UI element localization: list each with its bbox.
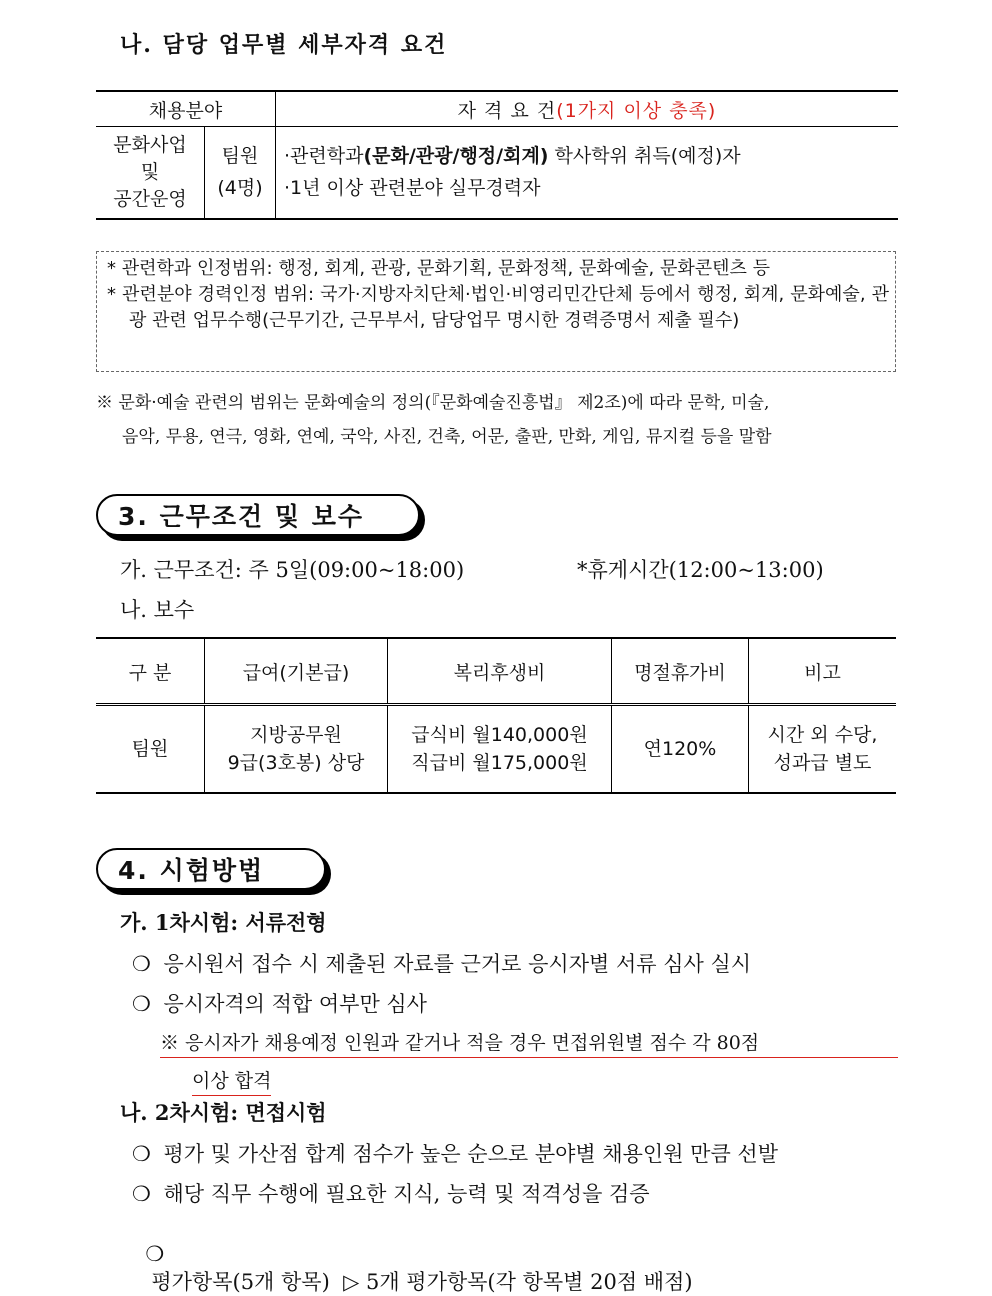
- qual-field-line2: 및: [140, 160, 160, 183]
- qual-field-line1: 문화사업: [113, 133, 187, 156]
- second-exam-bullet1-text: 평가 및 가산점 합계 점수가 높은 순으로 분야별 채용인원 만큼 선발: [163, 1142, 778, 1166]
- pay-salary-line2: 9급(3호봉) 상당: [227, 752, 365, 774]
- pay-note: [749, 705, 897, 794]
- qual-header-req-text: 자 격 요 건: [457, 99, 557, 122]
- second-exam-bullet2: [132, 1178, 650, 1208]
- note-experience-scope: * 관련분야 경력인정 범위: 국가·지방자치단체·법인·비영리민간단체 등에서 행정, 회계, 문화예술, 관광 관련 업무수행(근무기간, 근무부서, 담당업무 명시한 경력증명서 제출 필수): [107, 284, 889, 331]
- qual-req-degree-suffix: 학사학위 취득(예정)자: [548, 145, 741, 168]
- first-exam-bullet1-text: 응시원서 접수 시 제출된 자료를 근거로 응시자별 서류 심사 실시: [163, 952, 752, 976]
- circle-bullet-icon: ❍: [132, 952, 151, 976]
- pay-note-line2: 성과급 별도: [773, 752, 872, 774]
- pay-table: [96, 637, 896, 794]
- second-exam-title: 나. 2차시험: 면접시험: [120, 1100, 327, 1125]
- first-exam-note: [160, 1028, 898, 1096]
- circle-bullet-icon: ❍: [132, 1182, 151, 1206]
- pay-header-welfare: 복리후생비: [388, 638, 612, 705]
- first-exam-note-line2: 이상 합격: [192, 1066, 271, 1096]
- circle-bullet-icon: ❍: [145, 1242, 165, 1266]
- qual-header-field: 채용분야: [96, 91, 276, 127]
- first-exam-title: 가. 1차시험: 서류전형: [120, 910, 327, 935]
- section-title-qualifications: 나. 담당 업무별 세부자격 요건: [120, 32, 448, 58]
- pay-header-holiday: 명절휴가비: [612, 638, 749, 705]
- circle-bullet-icon: ❍: [132, 1142, 151, 1166]
- first-exam-bullet1: [132, 948, 751, 978]
- qual-count: (4명): [217, 177, 263, 200]
- pay-welfare-position: 직급비 월175,000원: [411, 752, 588, 774]
- pay-header-category: 구 분: [96, 638, 205, 705]
- pay-welfare: [388, 705, 612, 794]
- culture-arts-reference-line2: 음악, 무용, 연극, 영화, 연예, 국악, 사진, 건축, 어문, 출판, 만화, 게임, 뮤지컬 등을 말함: [122, 427, 772, 447]
- section3-heading: 3. 근무조건 및 보수: [96, 494, 420, 536]
- qual-field-line3: 공간운영: [113, 187, 187, 210]
- pay-holiday: 연120%: [612, 705, 749, 794]
- work-conditions: 가. 근무조건: 주 5일(09:00~18:00): [120, 558, 465, 582]
- first-exam-note-line1: ※ 응시자가 채용예정 인원과 같거나 적을 경우 면접위원별 점수 각 80점: [160, 1028, 898, 1058]
- pay-header-salary: 급여(기본급): [205, 638, 388, 705]
- pay-label: 나. 보수: [120, 598, 195, 622]
- culture-arts-reference-line1: ※ 문화·예술 관련의 범위는 문화예술의 정의(『문화예술진흥법』 제2조)에 따라 문학, 미술,: [96, 393, 770, 413]
- first-exam-bullet2: [132, 988, 427, 1018]
- pay-salary-line1: 지방공무원: [250, 724, 342, 746]
- break-time: *휴게시간(12:00~13:00): [577, 558, 824, 582]
- qual-header-req-condition: (1가지 이상 충족): [556, 99, 717, 122]
- qual-req-degree-prefix: ·관련학과: [284, 145, 364, 168]
- circle-bullet-icon: ❍: [132, 992, 151, 1016]
- qual-req-degree-fields: (문화/관광/행정/회계): [363, 145, 549, 168]
- first-exam-bullet2-text: 응시자격의 적합 여부만 심사: [163, 992, 427, 1016]
- second-exam-bullet1: [132, 1138, 778, 1168]
- second-exam-bullet2-text: 해당 직무 수행에 필요한 지식, 능력 및 적격성을 검증: [163, 1182, 650, 1206]
- pay-note-line1: 시간 외 수당,: [767, 724, 878, 746]
- pay-header-note: 비고: [749, 638, 897, 705]
- qual-req-degree: [284, 140, 897, 172]
- second-exam-bullet3: [132, 1218, 693, 1296]
- qual-requirements-cell: [276, 127, 899, 219]
- pay-salary: [205, 705, 388, 794]
- second-exam-bullet3-text: 평가항목(5개 항목) ▷ 5개 평가항목(각 항목별 20점 배점): [151, 1270, 693, 1294]
- pay-position: 팀원: [96, 705, 205, 794]
- qual-field-cell: [96, 127, 205, 219]
- qual-position: 팀원: [221, 145, 259, 168]
- note-related-majors: * 관련학과 인정범위: 행정, 회계, 관광, 문화기획, 문화정책, 문화예술, 문화콘텐츠 등: [107, 258, 771, 279]
- notes-box: [96, 251, 896, 372]
- pay-welfare-meal: 급식비 월140,000원: [411, 724, 588, 746]
- culture-arts-reference: [96, 386, 896, 454]
- qual-header-requirements: [276, 91, 899, 127]
- qual-req-experience: ·1년 이상 관련분야 실무경력자: [284, 177, 541, 200]
- qualification-table: [96, 90, 898, 220]
- section4-heading: 4. 시험방법: [96, 848, 326, 890]
- qual-position-cell: [205, 127, 276, 219]
